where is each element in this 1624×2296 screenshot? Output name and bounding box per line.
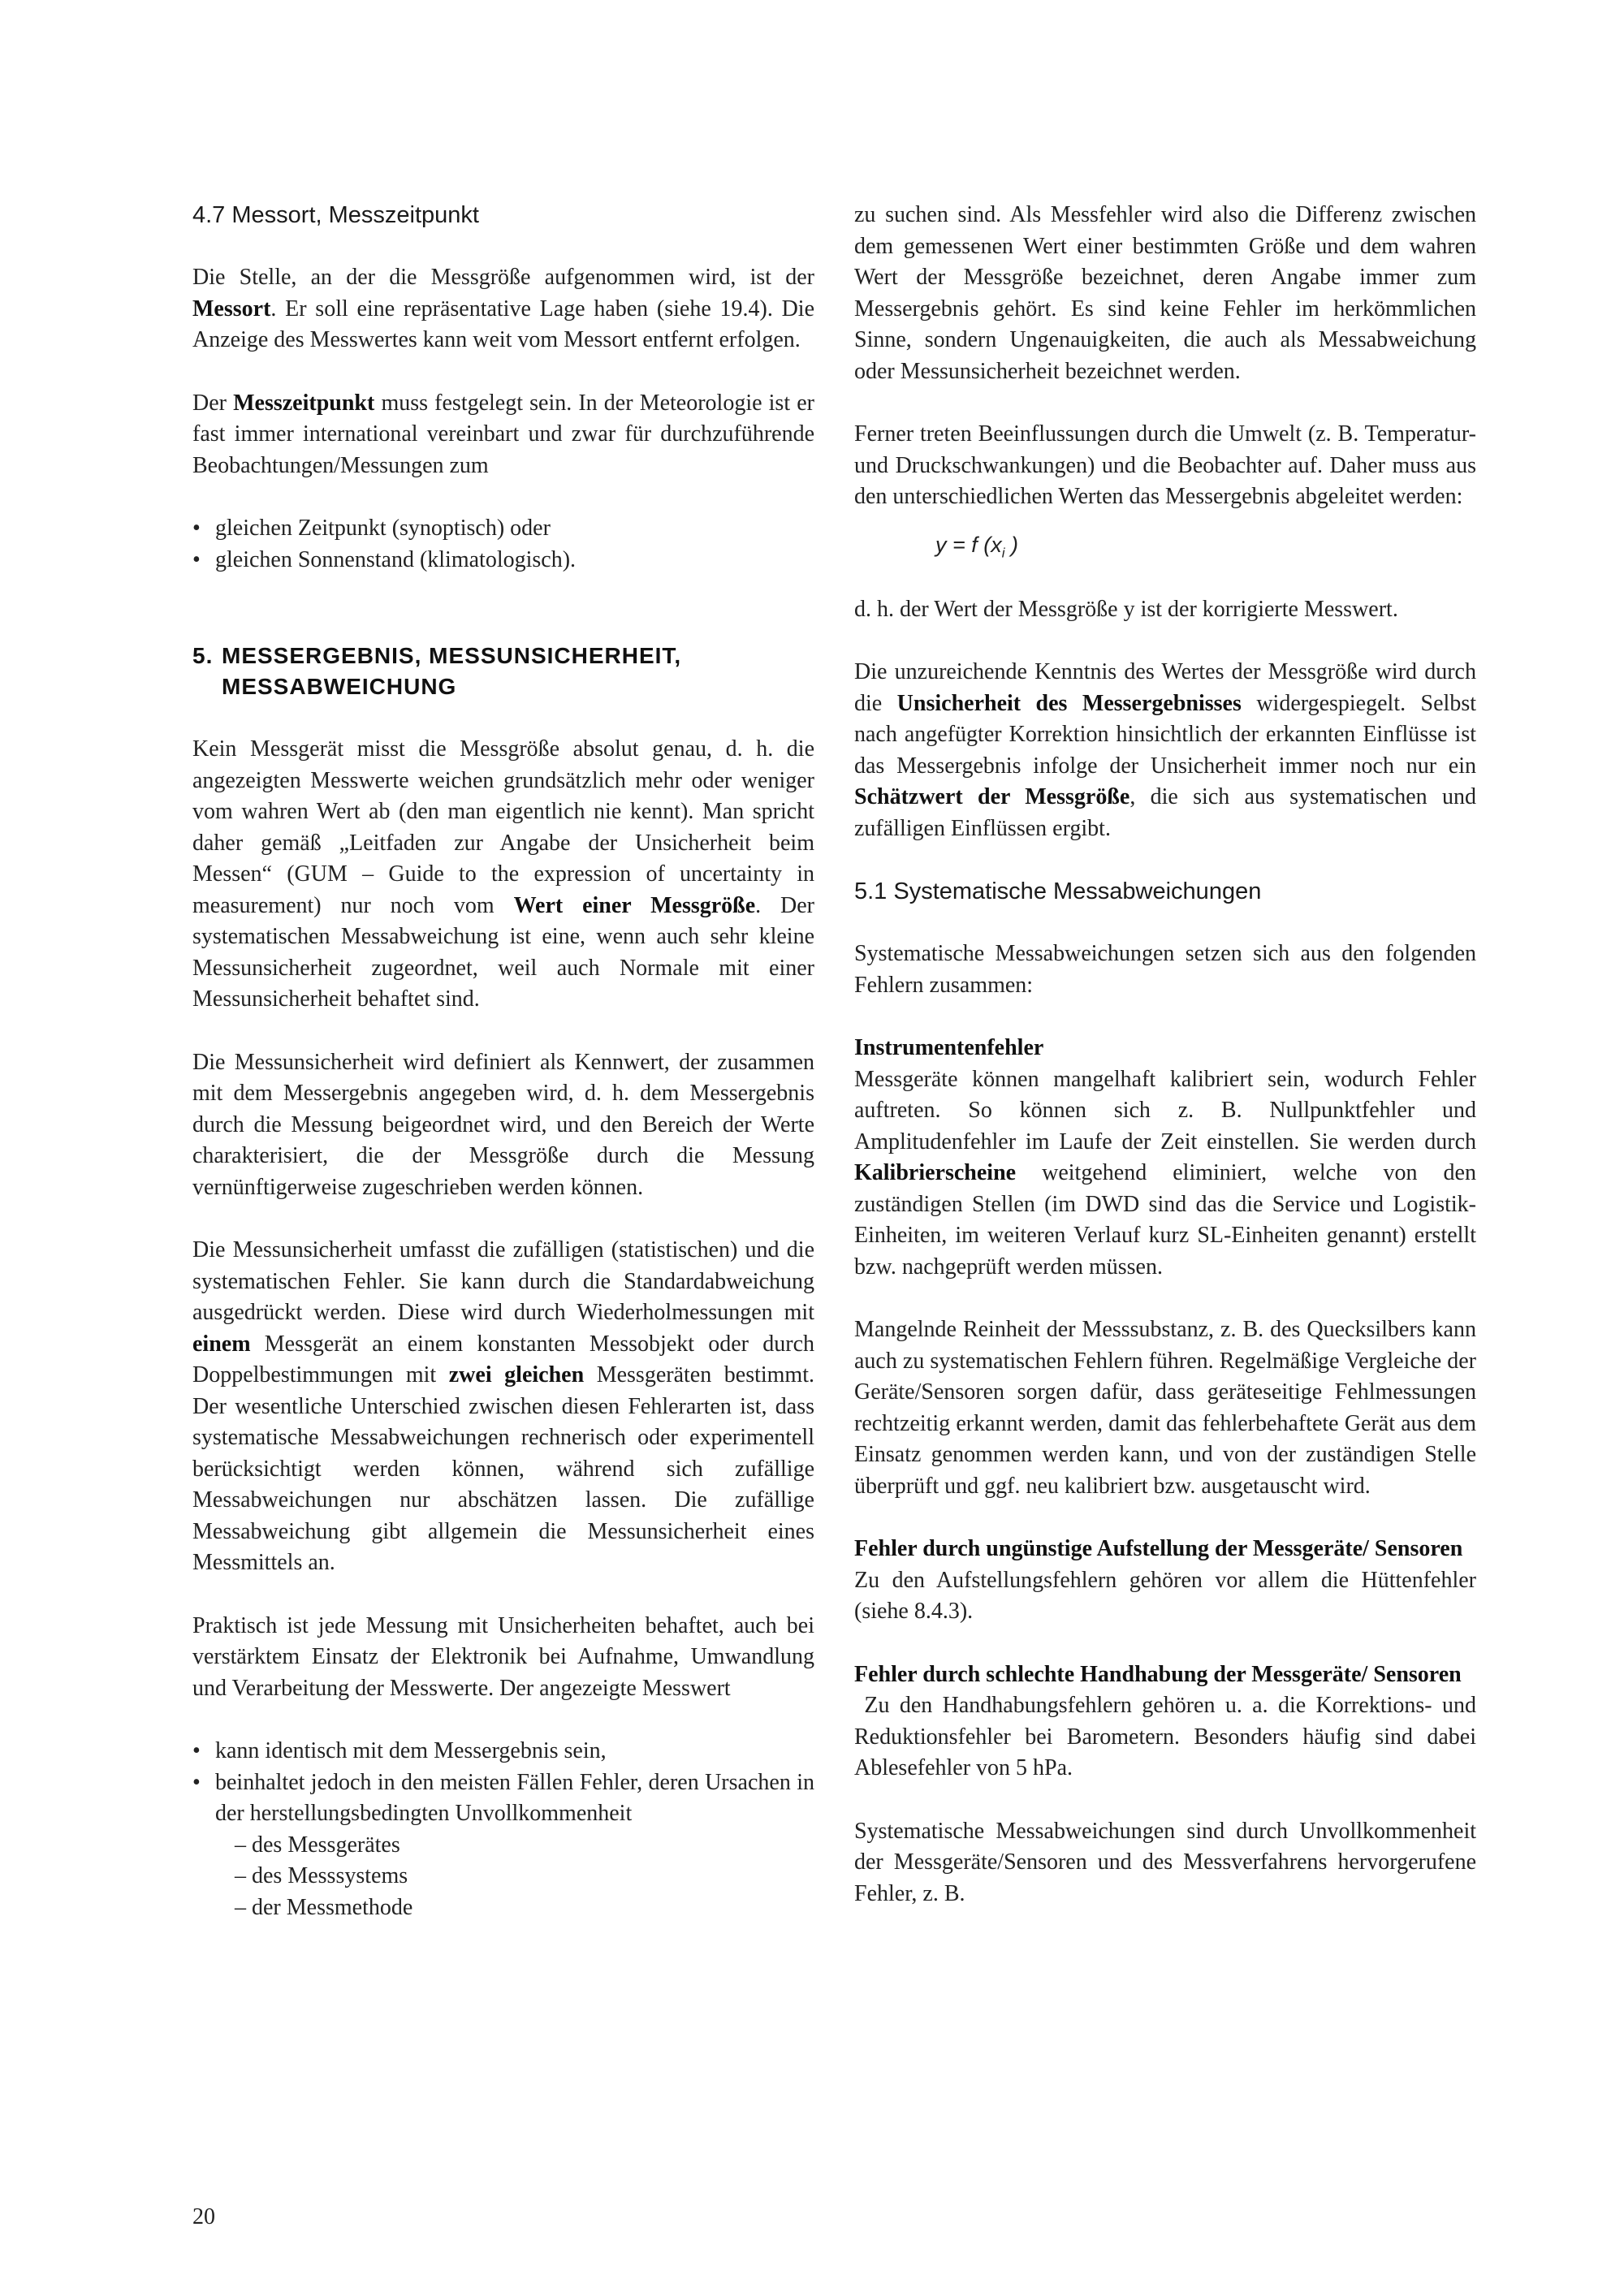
paragraph-instrumentenfehler (854, 1064, 1476, 1284)
term-heading: Fehler durch ungünstige Aufstellung der Messgeräte/ Sensoren (854, 1536, 1463, 1562)
paragraph-unsicherheiten: Praktisch ist jede Messung mit Unsicherheiten behaftet, auch bei verstärktem Einsatz der Elektronik bei Aufnahme, Umwandlung und Verarbeitung der Messwerte. Der angezeigte Messwert (192, 1612, 814, 1701)
list-item (192, 1767, 814, 1830)
term-zwei-gleichen: zwei gleichen (448, 1362, 585, 1388)
paragraph-systematische-intro: Systematische Messabweichungen setzen sich aus den folgenden Fehlern zusammen: (854, 941, 1476, 998)
term-wert-einer-messgroesse: Wert einer Messgröße (513, 892, 756, 918)
handhabungsfehler-block (854, 1659, 1482, 1785)
paragraph-umwelt: Ferner treten Beeinflussungen durch die Umwelt (z. B. Temperatur- und Druckschwankungen) und die Beobachter auf. Daher muss aus den unterschiedlichen Werten das Messergebnis abgeleitet werden: (854, 421, 1476, 509)
sub-list-item: – der Messmethode (235, 1892, 814, 1924)
text: Messgeräte können mangelhaft kalibriert sein, wodurch Fehler auftreten. So können sich z. B. Nullpunktfehler und Amplitudenfehler im Laufe der Zeit einstellen. Sie werden durch (854, 1066, 1476, 1154)
term-kalibrierscheine: Kalibrierscheine (854, 1160, 1017, 1186)
term-unsicherheit: Unsicherheit des Messergebnisses (896, 690, 1242, 716)
instrumentenfehler-block (854, 1033, 1476, 1283)
text: widergespiegelt. Selbst nach angefügter Korrektion hinsichtlich der erkannten Einflüsse ist das Messergebnis infolge der Unsicherheit immer noch nur ein (854, 690, 1476, 779)
section-heading-5-1: 5.1 Systematische Messabweichungen (854, 878, 1262, 905)
term-schaetzwert: Schätzwert der Messgröße (854, 784, 1130, 810)
paragraph-messzeitpunkt (192, 388, 814, 482)
text: . Der systematischen Messabweichung ist eine, wenn auch sehr kleine Messunsicherheit zugeordnet, weil auch Normale mit einer Messunsicherheit behaftet sind. (192, 892, 815, 1012)
paragraph-reinheit: Mangelnde Reinheit der Messsubstanz, z. B. des Quecksilbers kann auch zu systematischen Fehlern führen. Regelmäßige Vergleiche der Geräte/Sensoren sorgen dafür, dass geräteseitige Fehlmessungen rechtzeitig erkannt werden, damit das fehlerbehaftete Gerät aus dem Einsatz genommen werden kann, und von der zuständigen Stelle überprüft und ggf. neu kalibriert bzw. ausgetauscht wird. (854, 1317, 1476, 1499)
text: Die Messunsicherheit umfasst die zufälligen (statistischen) und die systematischen Fehler. Sie kann durch die Standardabweichung ausgedrückt werden. Diese wird durch Wiederholmessungen mit (192, 1237, 814, 1325)
term-messzeitpunkt: Messzeitpunkt (233, 390, 375, 416)
chapter-heading-5 (192, 641, 814, 702)
text: Messgerät an einem konstanten Messobjekt oder durch Doppelbestimmungen mit (192, 1331, 814, 1388)
paragraph-aufstellungsfehler: Zu den Aufstellungsfehlern gehören vor allem die Hüttenfehler (siehe 8.4.3). (854, 1567, 1476, 1625)
term-einem: einem (192, 1331, 251, 1357)
text: Kein Messgerät misst die Messgröße absolut genau, d. h. die angezeigten Messwerte weichen grundsätzlich mehr oder weniger vom wahren Wert ab (den man eigentlich nie kennt). Man spricht daher gemäß „Leitfaden zur Angabe der Unsicherheit beim Messen“ (GUM – Guide to the expression of uncertainty in measurement) nur noch vom (192, 736, 814, 918)
bullet-list-zeitpunkt (192, 513, 814, 576)
list-item: • gleichen Zeitpunkt (synoptisch) oder (192, 513, 814, 545)
text: muss festgelegt sein. In der Meteorologie ist er fast immer international vereinbart und zwar für durchzuführende Beobachtungen/Messungen zum (192, 390, 814, 478)
sub-list (192, 1830, 814, 1924)
paragraph-handhabungsfehler: Zu den Handhabungsfehlern gehören u. a. die Korrektions- und Reduktionsfehler bei Barometern. Besonders häufig sind dabei Ablesefehler von 5 hPa. (854, 1693, 1482, 1781)
formula (935, 529, 1476, 568)
bullet-list-messwert (192, 1736, 814, 1830)
paragraph-messort (192, 262, 814, 356)
list-item: • gleichen Sonnenstand (klimatologisch). (192, 545, 814, 576)
formula-subscript: i (1001, 544, 1005, 560)
paragraph-messgeraet (192, 734, 814, 1016)
paragraph-korrigierter-messwert: d. h. der Wert der Messgröße y ist der korrigierte Messwert. (854, 596, 1398, 622)
term-messort: Messort (192, 296, 271, 322)
paragraph-systematische-ursachen: Systematische Messabweichungen sind durch Unvollkommenheit der Messgeräte/Sensoren und des Messverfahrens hervorgerufene Fehler, z. B. (854, 1818, 1476, 1906)
text: Messgeräten bestimmt. Der wesentliche Unterschied zwischen diesen Fehlerarten ist, dass systematische Messabweichungen rechnerisch oder experimentell berücksichtigt werden können, während sich zufällige Messabweichungen nur abschätzen lassen. Die zufällige Messabweichung gibt allgemein die Messunsicherheit eines Messmittels an. (192, 1362, 814, 1575)
text: Die unzureichende Kenntnis des Wertes der Messgröße wird durch die (854, 659, 1476, 716)
heading-number: 5. (192, 643, 214, 668)
paragraph-unzureichende-kenntnis (854, 657, 1476, 844)
sub-list-item: – des Messgerätes (235, 1830, 814, 1862)
term-heading: Fehler durch schlechte Handhabung der Messgeräte/ Sensoren (854, 1661, 1462, 1687)
page-number: 20 (192, 2204, 215, 2229)
list-item: • kann identisch mit dem Messergebnis sein, (192, 1736, 814, 1767)
heading-line: MESSERGEBNIS, MESSUNSICHERHEIT, (222, 643, 682, 668)
text: Die Stelle, an der die Messgröße aufgenommen wird, ist der (192, 265, 814, 290)
text: . Er soll eine repräsentative Lage haben (siehe 19.4). Die Anzeige des Messwertes kann weit vom Messort entfernt erfolgen. (192, 296, 814, 352)
text: Der (192, 390, 234, 416)
paragraph-messunsicherheit-fehler (192, 1235, 814, 1579)
formula-text: y = f (x (935, 532, 1002, 557)
section-heading-4-7: 4.7 Messort, Messzeitpunkt (192, 202, 479, 228)
text: beinhaltet jedoch in den meisten Fällen Fehler, deren Ursachen in der herstellungsbedingten Unvollkommenheit (215, 1769, 814, 1826)
text: , die sich aus systematischen und zufälligen Einflüssen ergibt. (854, 784, 1476, 841)
paragraph-messunsicherheit-definition: Die Messunsicherheit wird definiert als Kennwert, der zusammen mit dem Messergebnis angegeben wird, d. h. dem Messergebnis durch die Messung beigeordnet wird, und den Bereich der Werte charakterisiert, die der Messgröße durch die Messung vernünftigerweise zugeschrieben werden können. (192, 1049, 814, 1200)
text: weitgehend eliminiert, welche von den zuständigen Stellen (im DWD sind das die Service und Logistik-Einheiten, im weiteren Verlauf kurz SL-Einheiten genannt) erstellt bzw. nachgeprüft werden müssen. (854, 1160, 1476, 1280)
right-column (854, 200, 1482, 1941)
left-column (192, 200, 814, 1923)
aufstellungsfehler-block (854, 1534, 1476, 1628)
sub-list-item: – des Messsystems (235, 1861, 814, 1892)
paragraph-messfehler: zu suchen sind. Als Messfehler wird also die Differenz zwischen dem gemessenen Wert einer bestimmten Größe und dem wahren Wert der Messgröße bezeichnet, deren Angabe immer zum Messergebnis gehört. Es sind keine Fehler im herkömmlichen Sinne, sondern Ungenauigkeiten, die auch als Messabweichung oder Messunsicherheit bezeichnet werden. (854, 202, 1476, 384)
formula-text: ) (1004, 532, 1019, 557)
heading-line: MESSABWEICHUNG (222, 674, 457, 699)
term-heading: Instrumentenfehler (854, 1035, 1044, 1061)
